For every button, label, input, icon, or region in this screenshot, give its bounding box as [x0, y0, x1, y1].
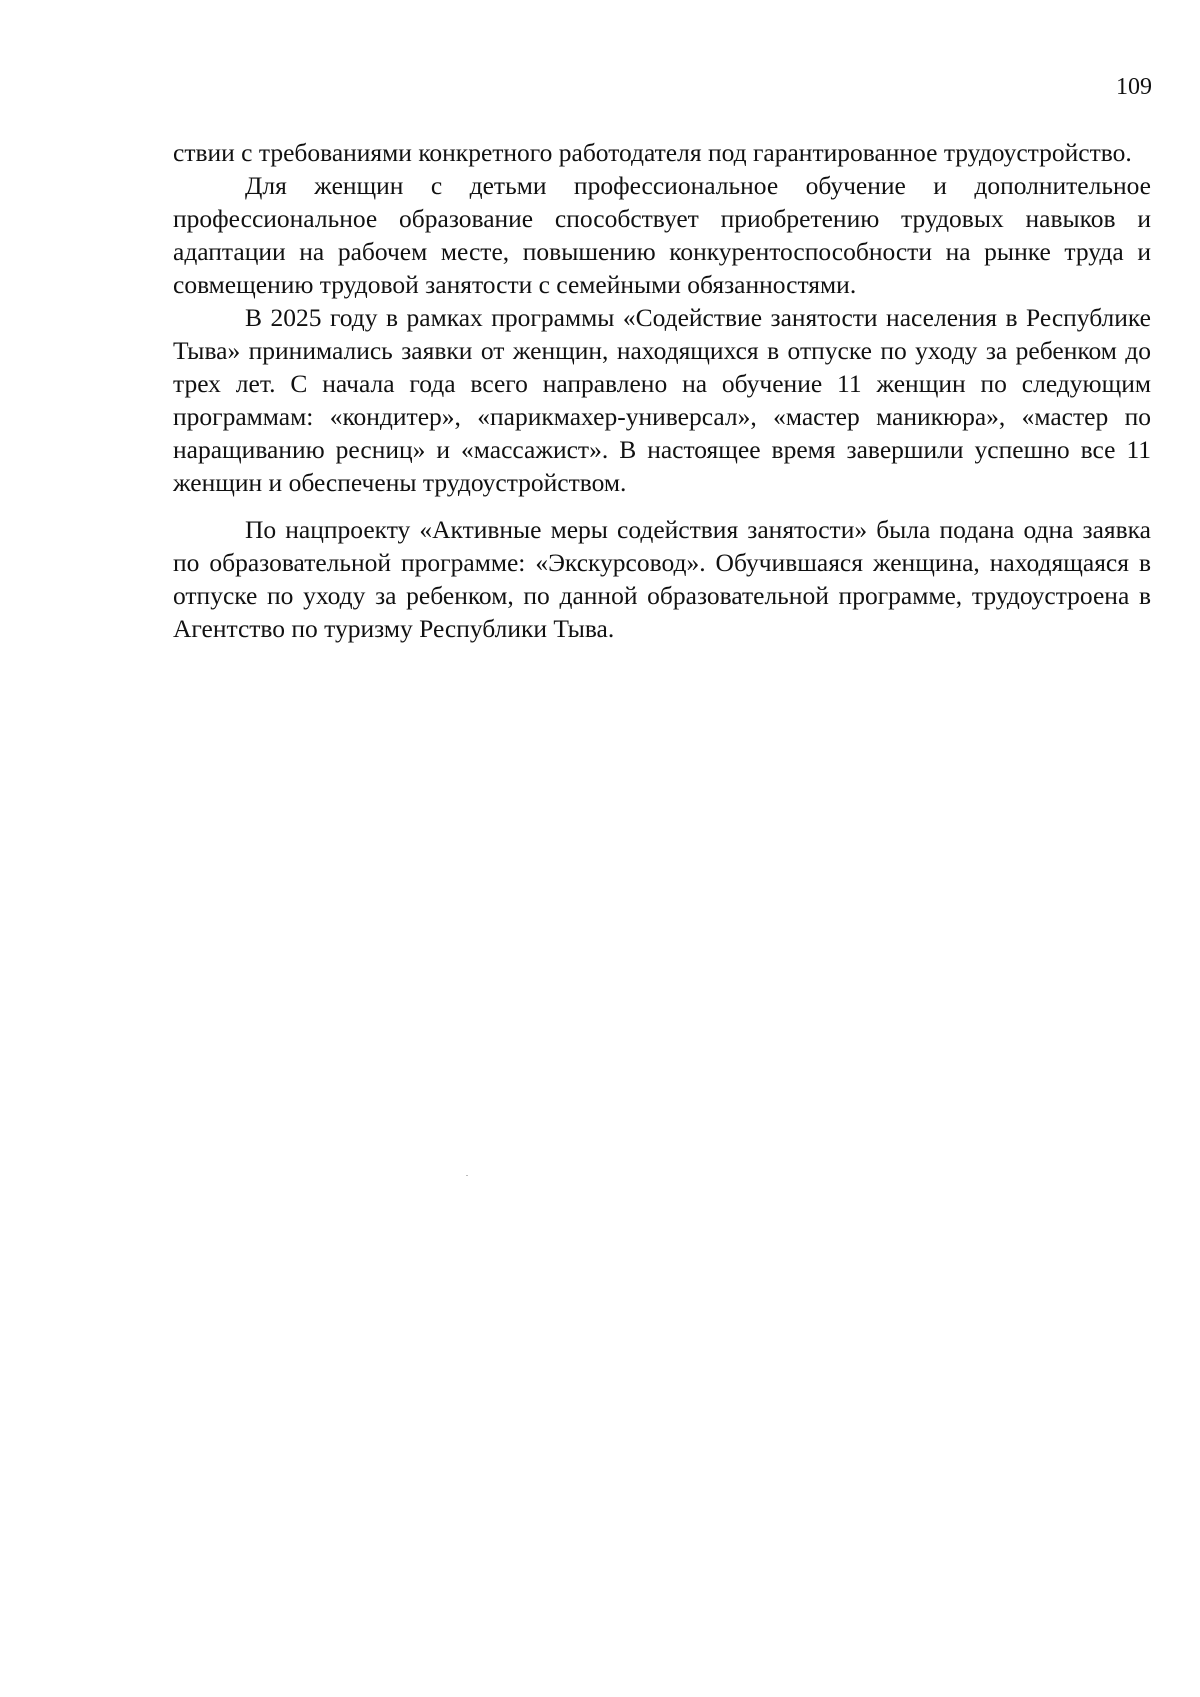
paragraph-2025-program: В 2025 году в рамках программы «Содействие занятости населения в Республике Тыва» принимались заявки от женщин, находящихся в отпуске по уходу за ребенком до трех лет. С начала года всего направлено на обучение 11 женщин по следующим программам: «кондитер», «парикмахер-универсал», «мастер маникюра», «мастер по наращиванию ресниц» и «массажист». В настоящее время завершили успешно все 11 женщин и обеспечены трудоустройством.	[173, 303, 1151, 497]
paragraph-national-project: По нацпроекту «Активные меры содействия занятости» была подана одна заявка по образовательной программе: «Экскурсовод». Обучившаяся женщина, находящаяся в отпуске по уходу за ребенком, по данной образовательной программе, трудоустроена в Агентство по туризму Республики Тыва.	[173, 515, 1151, 643]
page-number: 109	[1116, 74, 1152, 100]
paragraph-continuation: ствии с требованиями конкретного работодателя под гарантированное трудоустройство.	[173, 138, 1132, 167]
paragraph-women-with-children: Для женщин с детьми профессиональное обучение и дополнительное профессиональное образование способствует приобретению трудовых навыков и адаптации на рабочем месте, повышению конкурентоспособности на рынке труда и совмещению трудовой занятости с семейными обязанностями.	[173, 171, 1151, 299]
scan-speck	[466, 1175, 468, 1176]
body-text	[173, 136, 1151, 645]
